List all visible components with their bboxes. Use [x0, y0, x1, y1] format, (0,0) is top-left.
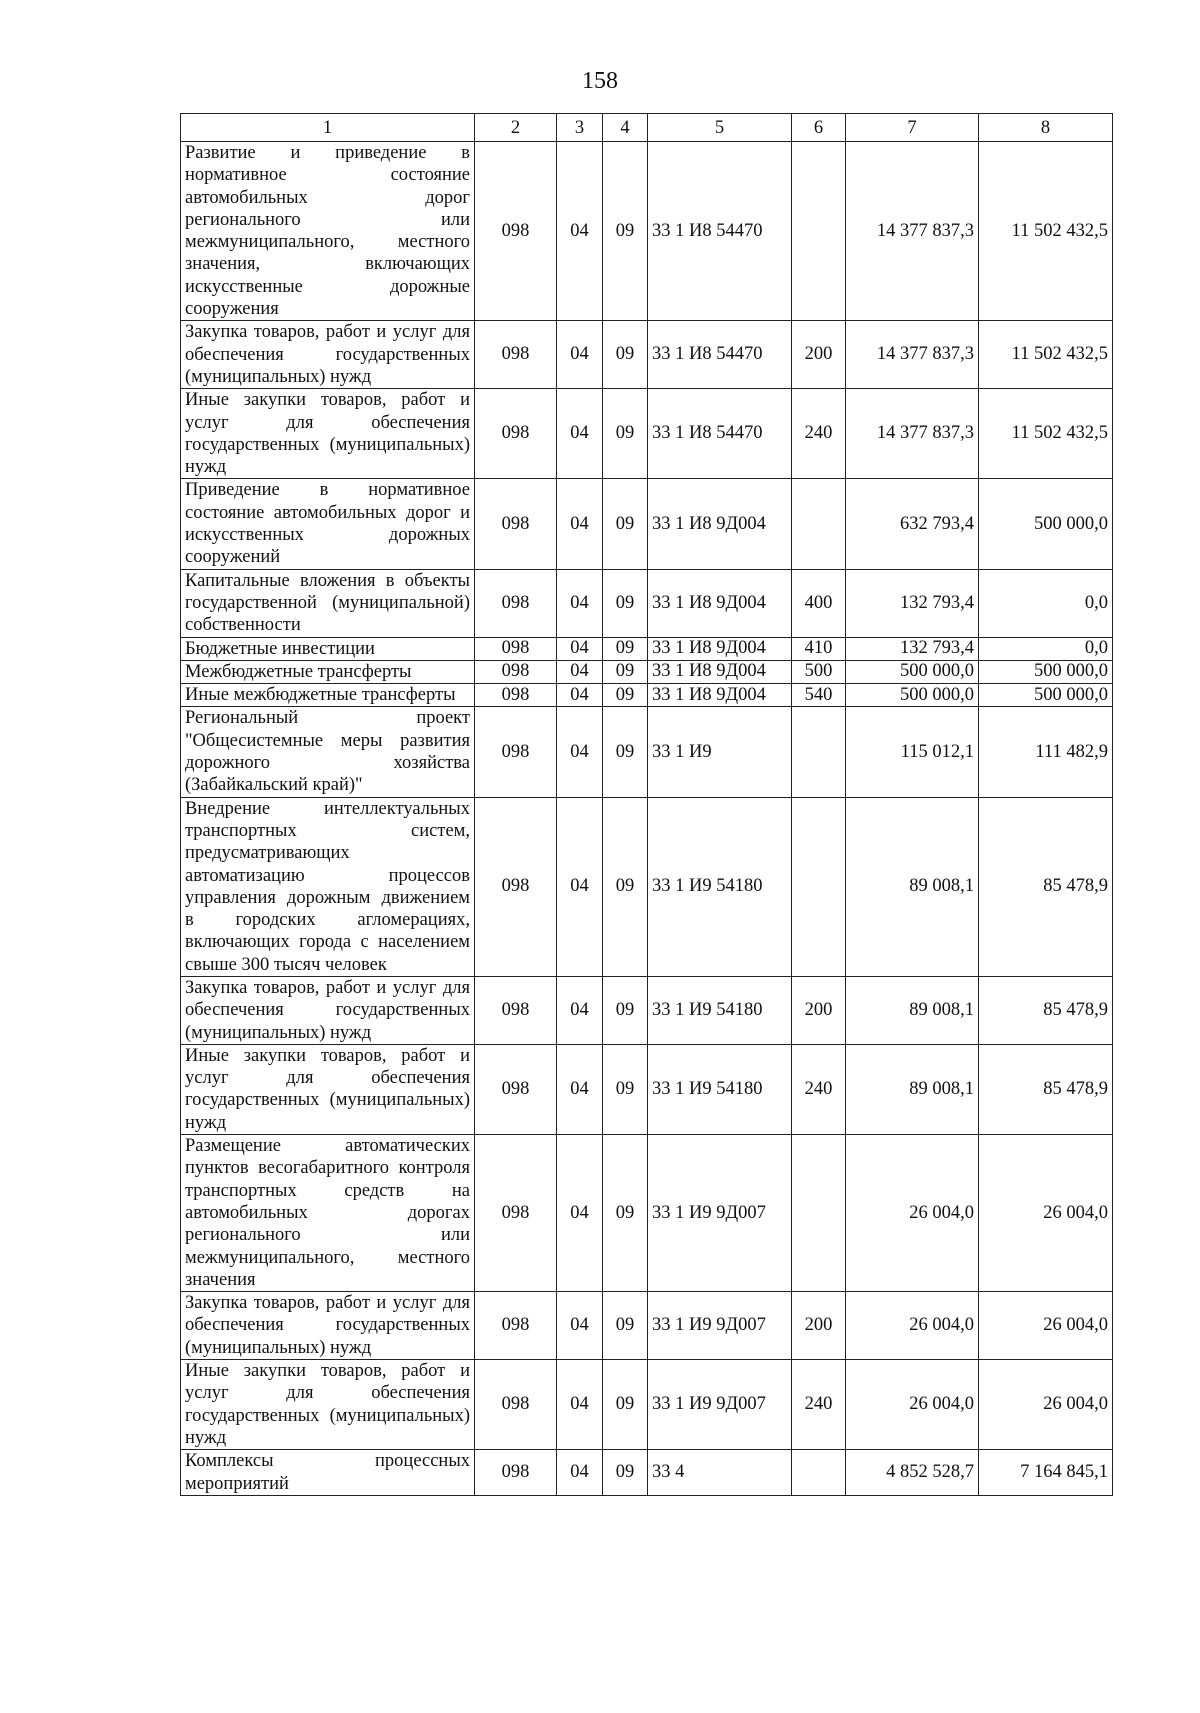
expense-type-code: 410 [792, 637, 846, 660]
subsection-code: 09 [603, 976, 648, 1044]
admin-code: 098 [475, 660, 557, 683]
column-header: 6 [792, 114, 846, 142]
subsection-code: 09 [603, 1450, 648, 1496]
row-name: Иные закупки товаров, работ и услуг для обеспечения государственных (муниципальных) нужд [181, 1044, 475, 1134]
row-name: Закупка товаров, работ и услуг для обеспечения государственных (муниципальных) нужд [181, 321, 475, 389]
section-code: 04 [557, 1450, 603, 1496]
table-row [181, 684, 1113, 707]
section-code: 04 [557, 1044, 603, 1134]
subsection-code: 09 [603, 707, 648, 797]
row-name: Иные закупки товаров, работ и услуг для обеспечения государственных (муниципальных) нужд [181, 389, 475, 479]
row-name: Закупка товаров, работ и услуг для обеспечения государственных (муниципальных) нужд [181, 976, 475, 1044]
column-header: 2 [475, 114, 557, 142]
section-code: 04 [557, 479, 603, 569]
amount-col8: 7 164 845,1 [979, 1450, 1113, 1496]
table-row [181, 479, 1113, 569]
table-row [181, 637, 1113, 660]
amount-col8: 111 482,9 [979, 707, 1113, 797]
subsection-code: 09 [603, 1360, 648, 1450]
admin-code: 098 [475, 1044, 557, 1134]
section-code: 04 [557, 1360, 603, 1450]
amount-col8: 85 478,9 [979, 976, 1113, 1044]
table-row [181, 1450, 1113, 1496]
section-code: 04 [557, 1135, 603, 1292]
row-name: Региональный проект "Общесистемные меры развития дорожного хозяйства (Забайкальский край)" [181, 707, 475, 797]
row-name: Внедрение интеллектуальных транспортных систем, предусматривающих автоматизацию процессов управления дорожным движением в городских агломерациях, включающих города с населением свыше 300 тысяч человек [181, 797, 475, 976]
subsection-code: 09 [603, 142, 648, 321]
row-name: Межбюджетные трансферты [181, 660, 475, 683]
amount-col7: 132 793,4 [846, 569, 979, 637]
amount-col7: 14 377 837,3 [846, 321, 979, 389]
target-article-code: 33 1 И8 54470 [648, 321, 792, 389]
amount-col8: 500 000,0 [979, 479, 1113, 569]
target-article-code: 33 1 И9 54180 [648, 797, 792, 976]
amount-col7: 500 000,0 [846, 684, 979, 707]
subsection-code: 09 [603, 684, 648, 707]
table-row [181, 797, 1113, 976]
admin-code: 098 [475, 707, 557, 797]
table-row [181, 1292, 1113, 1360]
target-article-code: 33 1 И9 54180 [648, 976, 792, 1044]
expense-type-code: 240 [792, 1360, 846, 1450]
table-row [181, 707, 1113, 797]
section-code: 04 [557, 976, 603, 1044]
admin-code: 098 [475, 684, 557, 707]
target-article-code: 33 1 И9 [648, 707, 792, 797]
subsection-code: 09 [603, 569, 648, 637]
table-row [181, 660, 1113, 683]
expense-type-code: 500 [792, 660, 846, 683]
row-name: Иные закупки товаров, работ и услуг для обеспечения государственных (муниципальных) нужд [181, 1360, 475, 1450]
amount-col7: 132 793,4 [846, 637, 979, 660]
target-article-code: 33 1 И8 54470 [648, 142, 792, 321]
target-article-code: 33 1 И8 9Д004 [648, 569, 792, 637]
target-article-code: 33 1 И8 9Д004 [648, 637, 792, 660]
admin-code: 098 [475, 1450, 557, 1496]
admin-code: 098 [475, 976, 557, 1044]
page-number: 158 [582, 68, 618, 94]
admin-code: 098 [475, 479, 557, 569]
target-article-code: 33 1 И8 9Д004 [648, 479, 792, 569]
amount-col8: 85 478,9 [979, 797, 1113, 976]
table-row [181, 976, 1113, 1044]
table-row [181, 1044, 1113, 1134]
section-code: 04 [557, 142, 603, 321]
section-code: 04 [557, 660, 603, 683]
expense-type-code: 240 [792, 1044, 846, 1134]
subsection-code: 09 [603, 660, 648, 683]
section-code: 04 [557, 684, 603, 707]
table-row [181, 321, 1113, 389]
target-article-code: 33 1 И8 9Д004 [648, 684, 792, 707]
admin-code: 098 [475, 797, 557, 976]
target-article-code: 33 1 И9 54180 [648, 1044, 792, 1134]
amount-col8: 85 478,9 [979, 1044, 1113, 1134]
amount-col7: 26 004,0 [846, 1135, 979, 1292]
amount-col7: 89 008,1 [846, 976, 979, 1044]
amount-col8: 26 004,0 [979, 1135, 1113, 1292]
expense-type-code: 400 [792, 569, 846, 637]
expense-type-code [792, 1135, 846, 1292]
expense-type-code: 200 [792, 321, 846, 389]
section-code: 04 [557, 569, 603, 637]
row-name: Комплексы процессных мероприятий [181, 1450, 475, 1496]
expense-type-code: 540 [792, 684, 846, 707]
admin-code: 098 [475, 1135, 557, 1292]
subsection-code: 09 [603, 797, 648, 976]
expense-type-code: 200 [792, 1292, 846, 1360]
table-row [181, 142, 1113, 321]
section-code: 04 [557, 637, 603, 660]
admin-code: 098 [475, 1360, 557, 1450]
budget-table [180, 113, 1113, 1496]
row-name: Иные межбюджетные трансферты [181, 684, 475, 707]
admin-code: 098 [475, 569, 557, 637]
amount-col7: 26 004,0 [846, 1360, 979, 1450]
table-row [181, 1360, 1113, 1450]
amount-col7: 500 000,0 [846, 660, 979, 683]
section-code: 04 [557, 1292, 603, 1360]
subsection-code: 09 [603, 389, 648, 479]
section-code: 04 [557, 797, 603, 976]
admin-code: 098 [475, 321, 557, 389]
amount-col8: 500 000,0 [979, 684, 1113, 707]
amount-col7: 115 012,1 [846, 707, 979, 797]
amount-col8: 11 502 432,5 [979, 321, 1113, 389]
admin-code: 098 [475, 389, 557, 479]
amount-col7: 26 004,0 [846, 1292, 979, 1360]
amount-col8: 11 502 432,5 [979, 142, 1113, 321]
row-name: Бюджетные инвестиции [181, 637, 475, 660]
expense-type-code: 200 [792, 976, 846, 1044]
admin-code: 098 [475, 1292, 557, 1360]
amount-col7: 89 008,1 [846, 1044, 979, 1134]
amount-col7: 89 008,1 [846, 797, 979, 976]
amount-col8: 26 004,0 [979, 1292, 1113, 1360]
amount-col7: 4 852 528,7 [846, 1450, 979, 1496]
subsection-code: 09 [603, 1135, 648, 1292]
subsection-code: 09 [603, 1292, 648, 1360]
subsection-code: 09 [603, 1044, 648, 1134]
target-article-code: 33 1 И9 9Д007 [648, 1292, 792, 1360]
amount-col8: 11 502 432,5 [979, 389, 1113, 479]
row-name: Размещение автоматических пунктов весогабаритного контроля транспортных средств на автомобильных дорогах регионального или межмуниципального, местного значения [181, 1135, 475, 1292]
amount-col7: 14 377 837,3 [846, 142, 979, 321]
column-header: 1 [181, 114, 475, 142]
section-code: 04 [557, 707, 603, 797]
amount-col7: 632 793,4 [846, 479, 979, 569]
amount-col8: 0,0 [979, 569, 1113, 637]
expense-type-code [792, 707, 846, 797]
target-article-code: 33 4 [648, 1450, 792, 1496]
table-row [181, 1135, 1113, 1292]
section-code: 04 [557, 389, 603, 479]
subsection-code: 09 [603, 321, 648, 389]
section-code: 04 [557, 321, 603, 389]
row-name: Приведение в нормативное состояние автомобильных дорог и искусственных дорожных сооружений [181, 479, 475, 569]
amount-col7: 14 377 837,3 [846, 389, 979, 479]
expense-type-code: 240 [792, 389, 846, 479]
row-name: Капитальные вложения в объекты государственной (муниципальной) собственности [181, 569, 475, 637]
table-row [181, 569, 1113, 637]
target-article-code: 33 1 И9 9Д007 [648, 1135, 792, 1292]
expense-type-code [792, 142, 846, 321]
column-header: 8 [979, 114, 1113, 142]
expense-type-code [792, 479, 846, 569]
table-row [181, 389, 1113, 479]
amount-col8: 0,0 [979, 637, 1113, 660]
column-header: 3 [557, 114, 603, 142]
amount-col8: 26 004,0 [979, 1360, 1113, 1450]
target-article-code: 33 1 И8 54470 [648, 389, 792, 479]
target-article-code: 33 1 И8 9Д004 [648, 660, 792, 683]
amount-col8: 500 000,0 [979, 660, 1113, 683]
row-name: Закупка товаров, работ и услуг для обеспечения государственных (муниципальных) нужд [181, 1292, 475, 1360]
column-header: 5 [648, 114, 792, 142]
expense-type-code [792, 1450, 846, 1496]
header-row [181, 114, 1113, 142]
row-name: Развитие и приведение в нормативное состояние автомобильных дорог регионального или межмуниципального, местного значения, включающих искусственные дорожные сооружения [181, 142, 475, 321]
admin-code: 098 [475, 142, 557, 321]
column-header: 4 [603, 114, 648, 142]
admin-code: 098 [475, 637, 557, 660]
subsection-code: 09 [603, 637, 648, 660]
target-article-code: 33 1 И9 9Д007 [648, 1360, 792, 1450]
column-header: 7 [846, 114, 979, 142]
subsection-code: 09 [603, 479, 648, 569]
expense-type-code [792, 797, 846, 976]
